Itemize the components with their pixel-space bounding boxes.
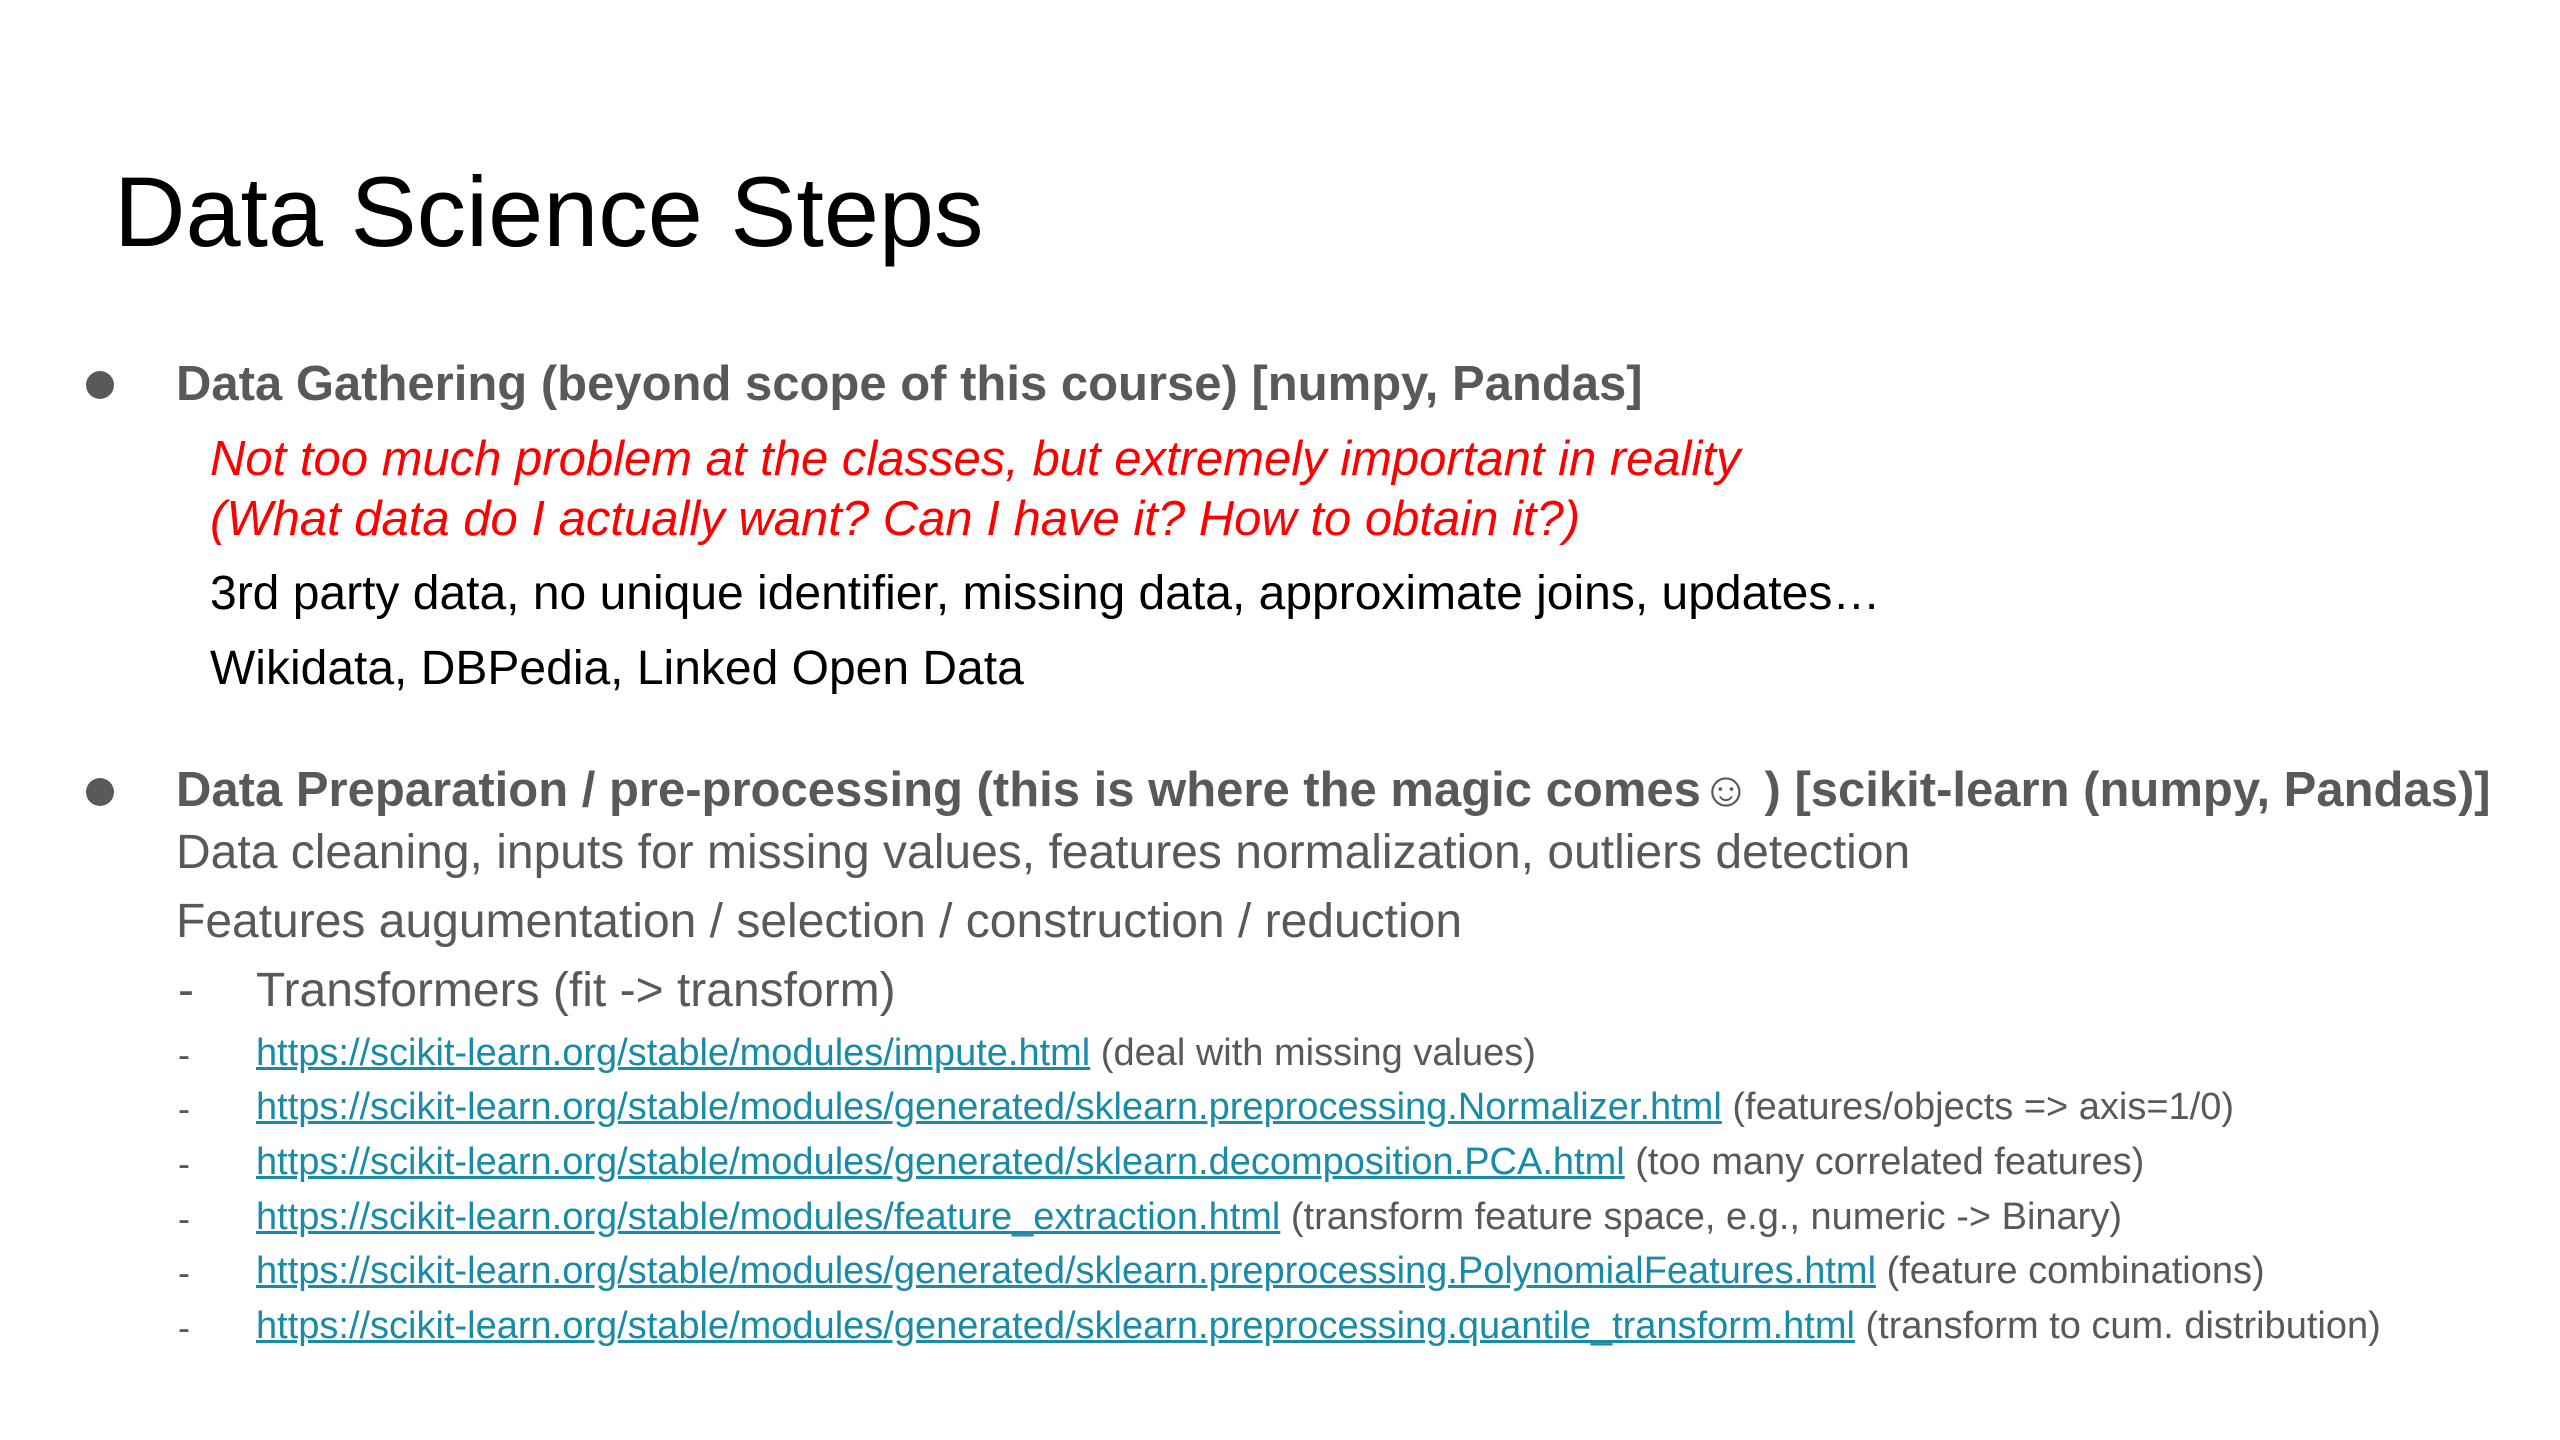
link-description: (feature combinations): [1876, 1250, 2265, 1292]
link-row: [256, 1196, 2122, 1239]
dash-marker: -: [178, 1307, 190, 1348]
dash-marker: -: [178, 1252, 190, 1293]
note-3rd-party: 3rd party data, no unique identifier, missing data, approximate joins, updates…: [210, 567, 1881, 620]
slide-title: Data Science Steps: [114, 156, 984, 267]
link-pca[interactable]: https://scikit-learn.org/stable/modules/generated/sklearn.decomposition.PCA.html: [256, 1141, 1625, 1183]
link-row: [256, 1032, 1536, 1075]
dash-marker: -: [178, 964, 194, 1017]
dash-marker: -: [178, 1034, 190, 1075]
link-row: [256, 1305, 2381, 1348]
link-row: [256, 1250, 2265, 1293]
link-description: (deal with missing values): [1090, 1032, 1536, 1074]
note-red-2: (What data do I actually want? Can I have it? How to obtain it?): [210, 492, 1581, 546]
link-description: (transform feature space, e.g., numeric -> Binary): [1280, 1196, 2122, 1238]
note-red-1: Not too much problem at the classes, but extremely important in reality: [210, 432, 1741, 486]
bullet-dot: [86, 778, 114, 806]
note-features: Features augumentation / selection / construction / reduction: [176, 895, 1463, 948]
note-linked-data: Wikidata, DBPedia, Linked Open Data: [210, 642, 1024, 695]
dash-marker: -: [178, 1198, 190, 1239]
link-description: (features/objects => axis=1/0): [1721, 1086, 2235, 1128]
dash-marker: -: [178, 1143, 190, 1184]
note-data-cleaning: Data cleaning, inputs for missing values, features normalization, outliers detection: [176, 826, 1911, 879]
link-polynomial-features[interactable]: https://scikit-learn.org/stable/modules/generated/sklearn.preprocessing.PolynomialFeatures.html: [256, 1250, 1877, 1292]
dash-marker: -: [178, 1088, 190, 1129]
link-row: [256, 1141, 2144, 1184]
link-normalizer[interactable]: https://scikit-learn.org/stable/modules/generated/sklearn.preprocessing.Normalizer.html: [256, 1086, 1722, 1128]
bullet-dot: [86, 371, 114, 399]
link-description: (too many correlated features): [1624, 1141, 2145, 1183]
section-heading-data-gathering: Data Gathering (beyond scope of this course) [numpy, Pandas]: [176, 357, 1643, 411]
subitem-transformers: Transformers (fit -> transform): [256, 964, 896, 1017]
section-heading-data-preparation: Data Preparation / pre-processing (this is where the magic comes☺ ) [scikit-learn (numpy, Pandas)]: [176, 763, 2491, 817]
link-feature-extraction[interactable]: https://scikit-learn.org/stable/modules/feature_extraction.html: [256, 1196, 1281, 1238]
link-description: (transform to cum. distribution): [1854, 1305, 2381, 1347]
link-impute[interactable]: https://scikit-learn.org/stable/modules/impute.html: [256, 1032, 1091, 1074]
link-quantile-transform[interactable]: https://scikit-learn.org/stable/modules/generated/sklearn.preprocessing.quantile_transform.html: [256, 1305, 1855, 1347]
link-row: [256, 1086, 2234, 1129]
